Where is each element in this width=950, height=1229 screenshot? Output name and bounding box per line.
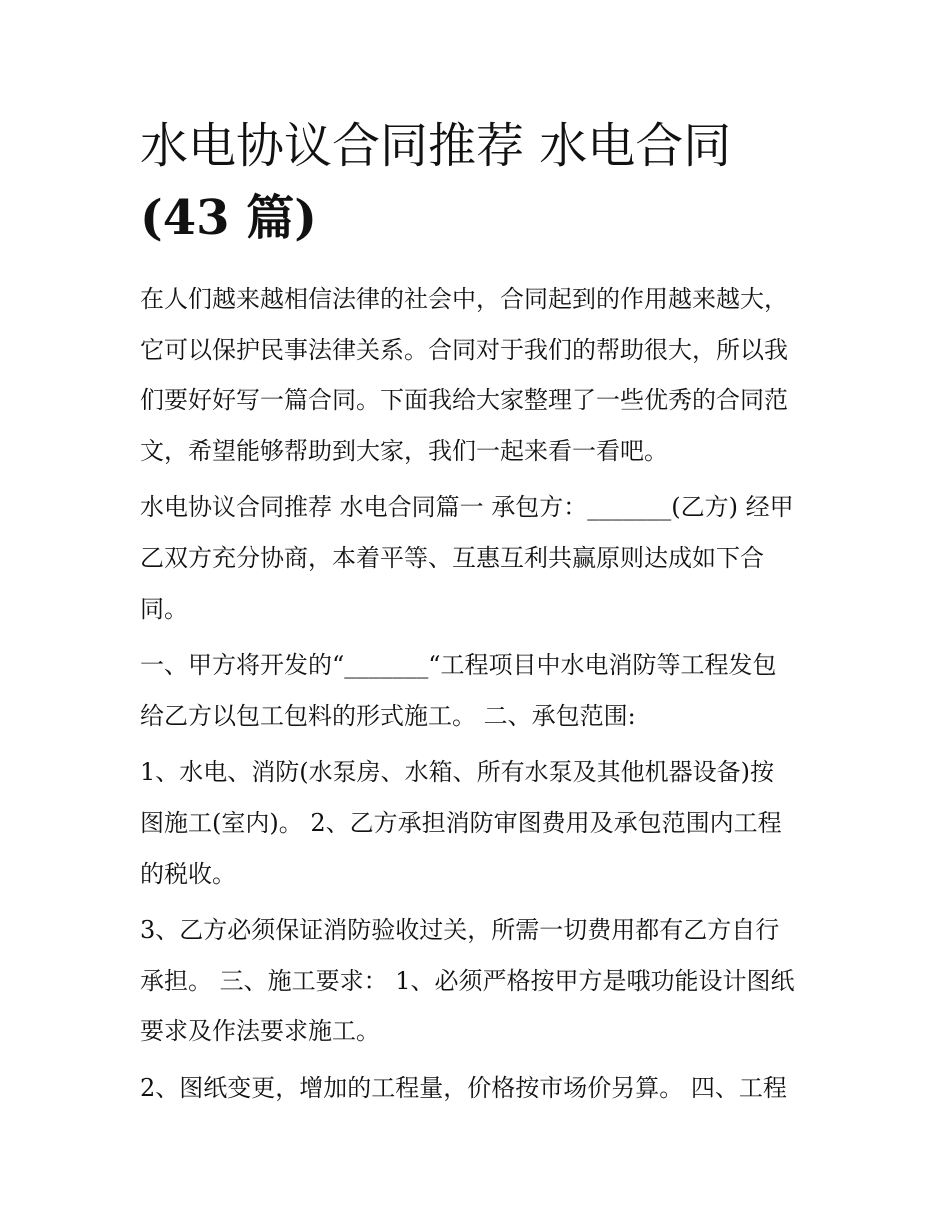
clause-one-paragraph [140,640,820,741]
requirement-item-2-paragraph [140,1063,820,1114]
text-line: 承担。 三、施工要求： 1、必须严格按甲方是哦功能设计图纸 [140,966,795,995]
intro-paragraph [140,274,820,476]
text-line: 它可以保护民事法律关系。合同对于我们的帮助很大，所以我 [140,335,788,364]
text-line: 给乙方以包工包料的形式施工。 二、承包范围: [140,701,636,730]
text-line: 1、水电、消防(水泵房、水箱、所有水泵及其他机器设备)按 [140,758,774,787]
text-line: 们要好好写一篇合同。下面我给大家整理了一些优秀的合同范 [140,386,788,415]
text-line: 的税收。 [140,859,236,888]
document-title [140,110,820,254]
text-line: 2、图纸变更，增加的工程量，价格按市场价另算。 四、工程 [140,1073,787,1102]
title-line-1: 水电协议合同推荐 水电合同 [140,118,732,174]
text-line: 文，希望能够帮助到大家，我们一起来看一看吧。 [140,436,668,465]
title-line-2: (43 篇) [140,190,317,246]
text-line: 3、乙方必须保证消防验收过关，所需一切费用都有乙方自行 [140,916,780,945]
text-line: 乙双方充分协商，本着平等、互惠互利共赢原则达成如下合 [140,543,764,572]
scope-item-3-paragraph [140,905,820,1057]
contract-intro-paragraph [140,482,820,634]
text-line: 一、甲方将开发的“_______“工程项目中水电消防等工程发包 [140,651,777,680]
text-line: 在人们越来越相信法律的社会中，合同起到的作用越来越大， [140,285,788,313]
document-body [140,110,820,1120]
scope-item-1-paragraph [140,747,820,899]
text-line: 要求及作法要求施工。 [140,1017,380,1046]
text-line: 水电协议合同推荐 水电合同篇一 承包方：_______(乙方) 经甲 [140,493,794,522]
text-line: 同。 [140,594,188,623]
text-line: 图施工(室内)。 2、乙方承担消防审图费用及承包范围内工程 [140,808,782,837]
